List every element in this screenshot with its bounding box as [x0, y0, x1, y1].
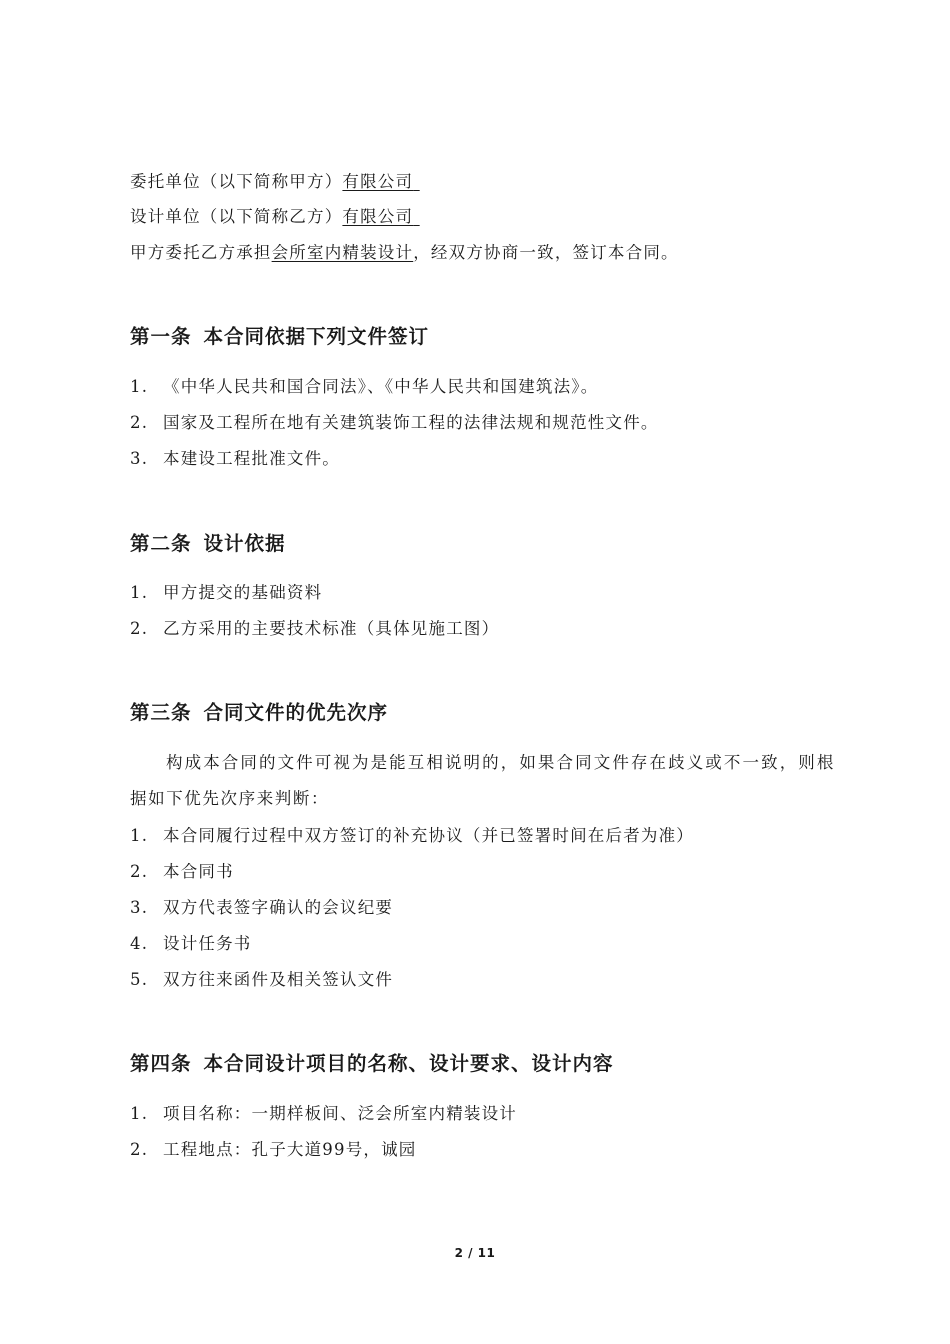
list-item [130, 375, 598, 399]
list-item [130, 1138, 417, 1162]
list-item [130, 1102, 517, 1126]
section-heading-4 [130, 1050, 614, 1078]
section-title: 本合同依据下列文件签订 [203, 325, 430, 348]
list-item [130, 411, 659, 435]
list-item-number: 1. [130, 377, 149, 396]
list-item [130, 932, 252, 956]
list-item-text: 双方往来函件及相关签认文件 [163, 970, 394, 989]
list-item [130, 447, 340, 471]
section-heading-2 [130, 530, 286, 558]
designer-line [130, 205, 420, 229]
list-item-text: 国家及工程所在地有关建筑装饰工程的法律法规和规范性文件。 [163, 413, 659, 432]
intro-line [130, 241, 679, 265]
intro-project: 会所室内精装设计 [271, 243, 414, 262]
list-item-text: 设计任务书 [163, 934, 252, 953]
list-item-number: 5. [130, 970, 149, 989]
client-value: 有限公司 [342, 172, 414, 191]
list-item-text: 本合同书 [163, 862, 234, 881]
list-item-number: 2. [130, 413, 149, 432]
list-item-text: 《中华人民共和国合同法》、《中华人民共和国建筑法》。 [163, 377, 599, 396]
list-item [130, 617, 499, 641]
list-item-text: 本合同履行过程中双方签订的补充协议（并已签署时间在后者为准） [163, 826, 694, 845]
list-item-text: 项目名称：一期样板间、泛会所室内精装设计 [163, 1104, 517, 1123]
list-item [130, 896, 393, 920]
list-item-number: 2. [130, 862, 149, 881]
list-item-number: 3. [130, 449, 149, 468]
section-title: 本合同设计项目的名称、设计要求、设计内容 [203, 1052, 614, 1075]
list-item [130, 581, 322, 605]
section-number: 第四条 [130, 1052, 192, 1075]
section-number: 第一条 [130, 325, 192, 348]
list-item-number: 1. [130, 583, 149, 602]
list-item-number: 1. [130, 1104, 149, 1123]
list-item-text: 工程地点：孔子大道99号，诚园 [163, 1140, 417, 1159]
list-item [130, 860, 234, 884]
page-number: 2 / 11 [454, 1246, 496, 1260]
list-item-text: 本建设工程批准文件。 [163, 449, 340, 468]
section-heading-1 [130, 323, 429, 351]
list-item-text: 甲方提交的基础资料 [163, 583, 323, 602]
section-number: 第二条 [130, 532, 192, 555]
section-paragraph: 构成本合同的文件可视为是能互相说明的，如果合同文件存在歧义或不一致，则根据如下优先次序来判断： [130, 753, 835, 808]
list-item-number: 3. [130, 898, 149, 917]
client-label: 委托单位（以下简称甲方） [130, 172, 343, 191]
list-item [130, 824, 694, 848]
list-item-number: 1. [130, 826, 149, 845]
list-item-number: 2. [130, 619, 149, 638]
client-line [130, 170, 420, 194]
list-item-text: 双方代表签字确认的会议纪要 [163, 898, 394, 917]
list-item-number: 4. [130, 934, 149, 953]
section-title: 设计依据 [203, 532, 286, 555]
section-heading-3 [130, 699, 388, 727]
designer-value: 有限公司 [342, 207, 414, 226]
list-item [130, 968, 393, 992]
section-title: 合同文件的优先次序 [203, 701, 389, 724]
intro-pre: 甲方委托乙方承担 [130, 243, 272, 262]
designer-label: 设计单位（以下简称乙方） [130, 207, 343, 226]
list-item-number: 2. [130, 1140, 149, 1159]
section-number: 第三条 [130, 701, 192, 724]
list-item-text: 乙方采用的主要技术标准（具体见施工图） [163, 619, 500, 638]
intro-post: ，经双方协商一致，签订本合同。 [413, 243, 679, 262]
